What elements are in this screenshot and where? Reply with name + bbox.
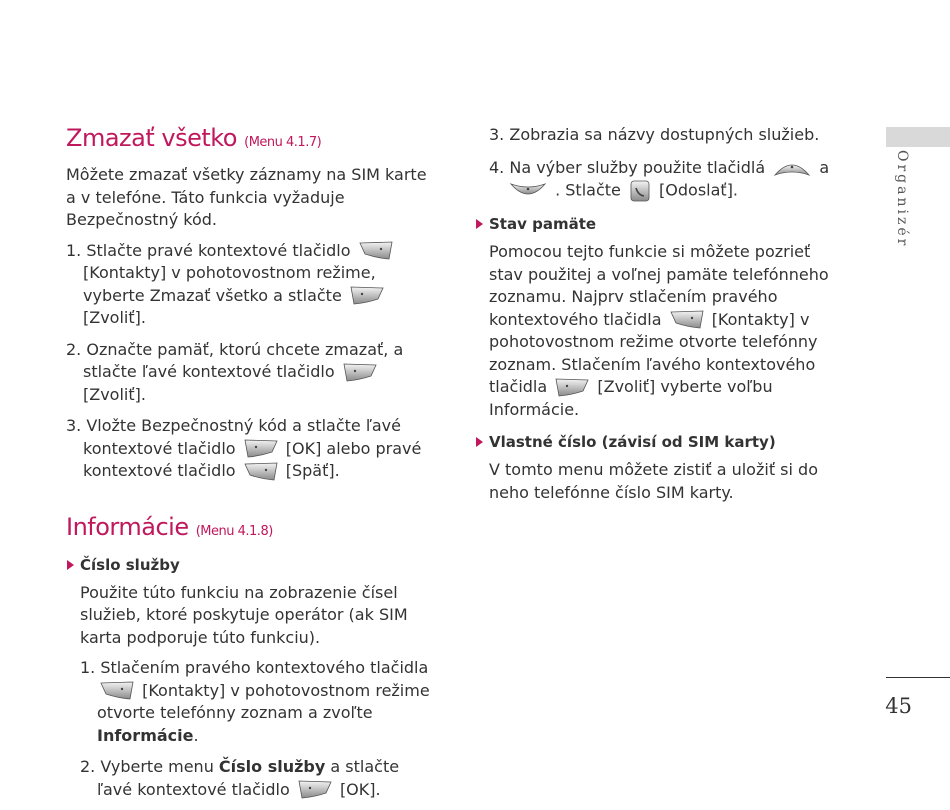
left-soft-key-icon: [555, 378, 589, 398]
triangle-bullet-icon: [67, 560, 74, 570]
step-text: 4. Na výber služby použite tlačidlá: [489, 157, 766, 177]
left-soft-key-icon: [298, 780, 332, 800]
zmazat-step-2: [66, 339, 438, 407]
informacie-step-4: [489, 157, 849, 204]
right-soft-key-icon: [244, 462, 278, 482]
menu-reference: (Menu 4.1.7): [244, 135, 322, 150]
left-soft-key-icon: [244, 439, 278, 459]
subhead-text: Stav pamäte: [489, 215, 597, 233]
subhead-text: Číslo služby: [80, 555, 180, 574]
triangle-bullet-icon: [476, 219, 483, 229]
vlastne-cislo-body: V tomto menu môžete zistiť a uložiť si do neho telefónne číslo SIM karty.: [489, 460, 818, 502]
section-title-text: Informácie: [66, 512, 189, 541]
step-text: 1. Stlačte pravé kontextové tlačidlo: [66, 240, 351, 260]
step-bold-text: Informácie: [97, 725, 194, 745]
section-title-informacie: [66, 511, 438, 548]
subhead-stav-pamate: [475, 213, 849, 235]
step-text: 3. Vložte Bezpečnostný kód a stlačte ľavé kontextové tlačidlo: [66, 416, 401, 458]
step-text: 1. Stlačením pravého kontextového tlačidla: [80, 658, 429, 677]
step-text: a stlačte ľavé kontextové tlačidlo: [97, 757, 400, 799]
step-text: [Späť].: [285, 461, 340, 480]
footer-rule: [886, 677, 950, 678]
chapter-tab: [886, 127, 950, 147]
step-bold-text: Číslo služby: [218, 757, 326, 776]
step-text: . Stlačte: [555, 180, 621, 200]
step-text: [Zvoliť].: [83, 384, 146, 404]
step-text: [OK] alebo pravé kontextové tlačidlo: [83, 438, 422, 480]
menu-reference: (Menu 4.1.8): [195, 523, 273, 539]
chapter-tab-label: Organizér: [894, 150, 910, 249]
step-text: [Odoslať].: [659, 180, 739, 200]
subhead-cislo-sluzby: [66, 554, 438, 576]
step-text: 2. Vyberte menu: [80, 757, 214, 776]
nav-down-key-icon: [509, 180, 547, 202]
right-soft-key-icon: [100, 681, 134, 701]
step-text: 2. Označte pamäť, ktorú chcete zmazať, a stlačte ľavé kontextové tlačidlo: [66, 339, 404, 381]
cislo-sluzby-body: Použite túto funkciu na zobrazenie čísel služieb, ktoré poskytuje operátor (ak SIM karta podporuje túto funkciu).: [80, 582, 408, 647]
right-column: [489, 124, 849, 514]
section-title-zmazat: [66, 122, 438, 159]
step-text: .: [193, 725, 199, 745]
zmazat-step-1: [66, 240, 438, 330]
triangle-bullet-icon: [476, 437, 483, 447]
step-text: [Kontakty] v pohotovostnom režime otvorte telefónny zoznam a zvoľte: [97, 680, 430, 722]
step-text: a: [819, 157, 830, 177]
step-text: [Kontakty] v pohotovostnom režime, vyberte Zmazať všetko a stlačte: [83, 263, 376, 305]
informacie-step-3: 3. Zobrazia sa názvy dostupných služieb.: [489, 125, 820, 144]
subhead-text: Vlastné číslo (závisí od SIM karty): [489, 433, 776, 451]
zmazat-step-3: [66, 415, 438, 483]
step-text: [OK].: [339, 779, 381, 799]
send-key-icon: [629, 179, 651, 203]
left-soft-key-icon: [343, 363, 377, 383]
page-number: 45: [885, 694, 912, 718]
left-column: [66, 122, 438, 810]
informacie-step-1: [80, 657, 438, 747]
body-text: [Kontakty] v pohotovostnom režime otvorte telefónny zoznam. Stlačením ľavého kontextového tlačidla: [489, 309, 818, 396]
nav-up-key-icon: [773, 157, 811, 179]
step-text: [Zvoliť].: [83, 308, 146, 327]
right-soft-key-icon: [670, 310, 704, 330]
right-soft-key-icon: [359, 241, 393, 261]
body-text: [Zvoliť] vyberte voľbu Informácie.: [489, 377, 773, 419]
left-soft-key-icon: [350, 286, 384, 306]
subhead-vlastne-cislo: [475, 431, 849, 453]
informacie-step-2: [80, 756, 438, 801]
cislo-sluzby-block: [66, 554, 438, 802]
section-title-text: Zmazať všetko: [66, 124, 237, 152]
body-text: Pomocou tejto funkcie si môžete pozrieť stav použitej a voľnej pamäte telefónneho zoznamu. Najprv stlačením pravého kontextového tlačidla: [489, 242, 829, 329]
zmazat-intro: Môžete zmazať všetky záznamy na SIM karte a v telefóne. Táto funkcia vyžaduje Bezpečnostný kód.: [66, 165, 427, 229]
stav-pamate-body: [489, 241, 849, 421]
